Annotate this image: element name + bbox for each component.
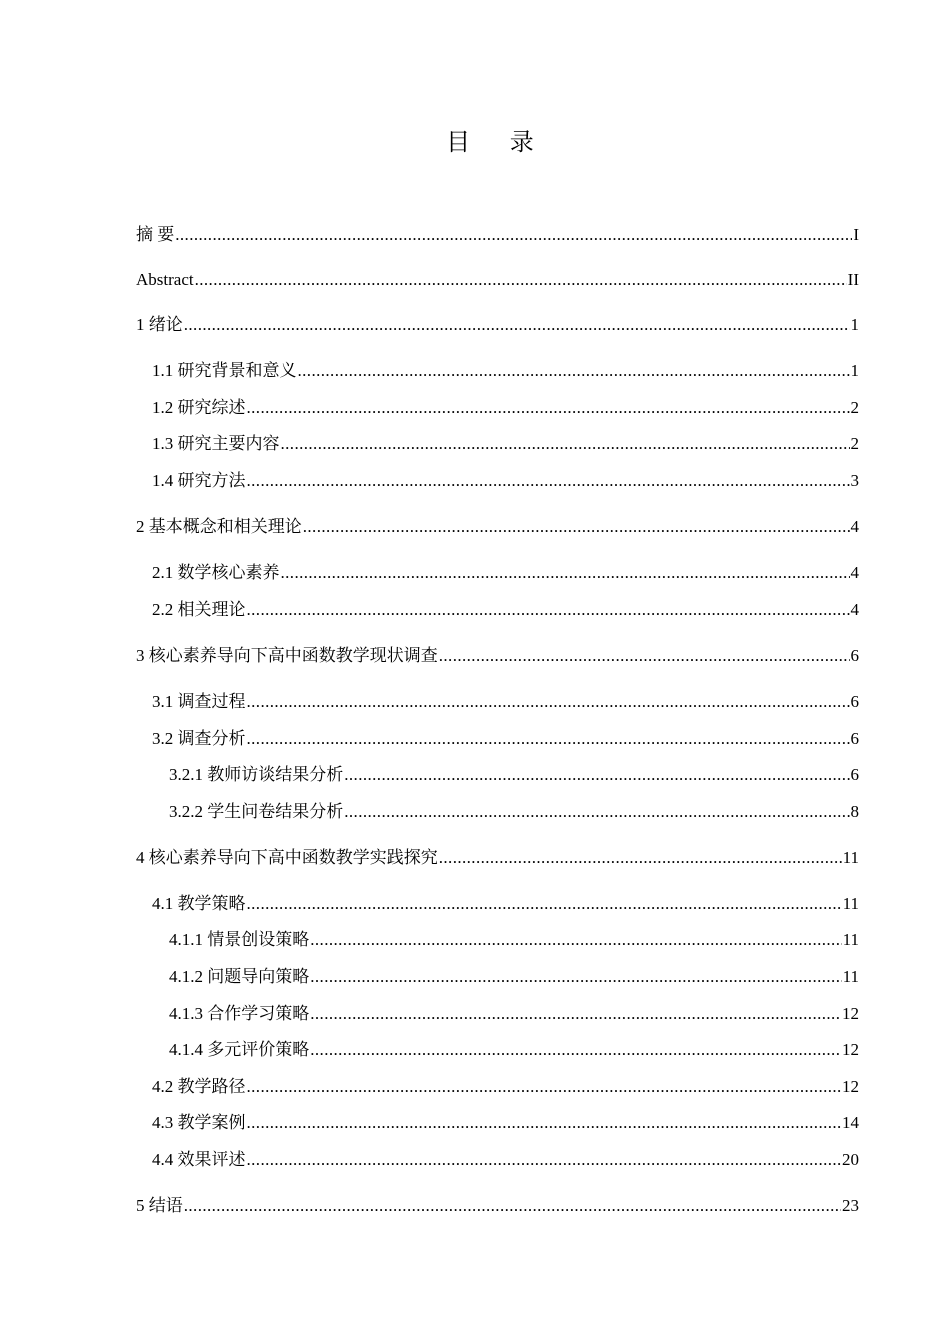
toc-entry-label: 4.4 效果评述	[152, 1150, 246, 1169]
toc-entry-page: 4	[850, 563, 859, 582]
toc-entry-page: 12	[842, 1040, 859, 1059]
page-title: 目 录	[446, 128, 550, 156]
dot-leader	[439, 847, 842, 869]
toc-entry-label: 2 基本概念和相关理论	[136, 517, 302, 536]
toc-entry-label: 4.1.2 问题导向策略	[169, 967, 310, 986]
toc-entry-chapter-2[interactable]	[136, 516, 859, 538]
toc-entry-page: 6	[850, 765, 859, 784]
toc-entry-label: 1.1 研究背景和意义	[152, 361, 297, 380]
toc-entry-section-1-2[interactable]	[152, 397, 859, 419]
toc-entry-page: 11	[842, 930, 859, 949]
toc-entry-section-4-1[interactable]	[152, 893, 859, 915]
toc-entry-section-3-2-2[interactable]	[169, 801, 859, 823]
toc-entry-chapter-4[interactable]	[136, 847, 859, 869]
toc-entry-section-3-1[interactable]	[152, 691, 859, 713]
toc-entry-label: 1.2 研究综述	[152, 398, 246, 417]
toc-entry-page: 2	[850, 434, 859, 453]
dot-leader	[310, 929, 841, 951]
dot-leader	[247, 470, 850, 492]
toc-entry-section-1-3[interactable]	[152, 433, 859, 455]
toc-entry-label: 1.3 研究主要内容	[152, 434, 280, 453]
toc-entry-page: 12	[842, 1004, 859, 1023]
dot-leader	[344, 801, 849, 823]
toc-entry-label: Abstract	[136, 270, 194, 289]
dot-leader	[247, 1076, 842, 1098]
dot-leader	[175, 224, 852, 246]
toc-entry-section-2-1[interactable]	[152, 562, 859, 584]
toc-entry-page: 4	[850, 600, 859, 619]
toc-entry-page: 23	[842, 1196, 859, 1215]
dot-leader	[310, 1039, 841, 1061]
toc-entry-page: 4	[850, 517, 859, 536]
toc-entry-section-3-2[interactable]	[152, 728, 859, 750]
toc-entry-page: I	[853, 225, 859, 244]
toc-entry-label: 4.1.3 合作学习策略	[169, 1004, 310, 1023]
dot-leader	[247, 1149, 842, 1171]
dot-leader	[247, 397, 850, 419]
toc-entry-label: 摘 要	[136, 225, 175, 244]
toc-entry-page: 11	[842, 894, 859, 913]
dot-leader	[184, 1195, 841, 1217]
toc-entry-label: 2.1 数学核心素养	[152, 563, 280, 582]
toc-entry-label: 2.2 相关理论	[152, 600, 246, 619]
toc-entry-page: II	[847, 270, 859, 289]
toc-entry-label: 4.1.1 情景创设策略	[169, 930, 310, 949]
dot-leader	[247, 691, 850, 713]
toc-entry-page: 8	[850, 802, 859, 821]
dot-leader	[195, 269, 847, 291]
toc-entry-label: 4.1 教学策略	[152, 894, 246, 913]
toc-entry-page: 1	[850, 361, 859, 380]
toc-entry-chapter-1[interactable]	[136, 314, 859, 336]
toc-entry-label: 3 核心素养导向下高中函数教学现状调查	[136, 646, 438, 665]
toc-entry-chapter-3[interactable]	[136, 645, 859, 667]
toc-entry-label: 4.2 教学路径	[152, 1077, 246, 1096]
toc-entry-page: 11	[842, 967, 859, 986]
toc-entry-label: 4.1.4 多元评价策略	[169, 1040, 310, 1059]
toc-entry-label: 4.3 教学案例	[152, 1113, 246, 1132]
toc-entry-abstract-cn[interactable]	[136, 224, 859, 246]
toc-entry-chapter-5[interactable]	[136, 1195, 859, 1217]
dot-leader	[298, 360, 850, 382]
toc-entry-label: 3.2.2 学生问卷结果分析	[169, 802, 344, 821]
toc-entry-label: 3.2 调查分析	[152, 729, 246, 748]
dot-leader	[247, 728, 850, 750]
toc-entry-abstract-en[interactable]	[136, 269, 859, 291]
toc-entry-page: 20	[842, 1150, 859, 1169]
toc-entry-section-4-3[interactable]	[152, 1112, 859, 1134]
dot-leader	[247, 1112, 842, 1134]
dot-leader	[247, 599, 850, 621]
dot-leader	[281, 562, 850, 584]
toc-entry-section-4-4[interactable]	[152, 1149, 859, 1171]
dot-leader	[310, 1003, 841, 1025]
toc-entry-section-2-2[interactable]	[152, 599, 859, 621]
toc-entry-section-4-1-1[interactable]	[169, 929, 859, 951]
toc-entry-section-1-1[interactable]	[152, 360, 859, 382]
toc-entry-page: 14	[842, 1113, 859, 1132]
dot-leader	[281, 433, 850, 455]
toc-entry-label: 3.1 调查过程	[152, 692, 246, 711]
dot-leader	[247, 893, 842, 915]
toc-entry-section-4-2[interactable]	[152, 1076, 859, 1098]
toc-entry-page: 6	[850, 646, 859, 665]
toc-entry-section-4-1-2[interactable]	[169, 966, 859, 988]
toc-entry-section-3-2-1[interactable]	[169, 764, 859, 786]
toc-entry-label: 4 核心素养导向下高中函数教学实践探究	[136, 848, 438, 867]
toc-entry-section-4-1-3[interactable]	[169, 1003, 859, 1025]
toc-entry-label: 1.4 研究方法	[152, 471, 246, 490]
dot-leader	[310, 966, 841, 988]
toc-entry-label: 5 结语	[136, 1196, 183, 1215]
toc-entry-section-1-4[interactable]	[152, 470, 859, 492]
dot-leader	[303, 516, 850, 538]
toc-entry-section-4-1-4[interactable]	[169, 1039, 859, 1061]
toc-entry-page: 12	[842, 1077, 859, 1096]
toc-entry-page: 3	[850, 471, 859, 490]
toc-entry-page: 11	[842, 848, 859, 867]
dot-leader	[344, 764, 849, 786]
dot-leader	[439, 645, 850, 667]
toc-entry-label: 3.2.1 教师访谈结果分析	[169, 765, 344, 784]
toc-entry-label: 1 绪论	[136, 315, 183, 334]
toc-entry-page: 6	[850, 692, 859, 711]
toc-entry-page: 2	[850, 398, 859, 417]
toc-entry-page: 1	[850, 315, 859, 334]
dot-leader	[184, 314, 850, 336]
toc-entry-page: 6	[850, 729, 859, 748]
